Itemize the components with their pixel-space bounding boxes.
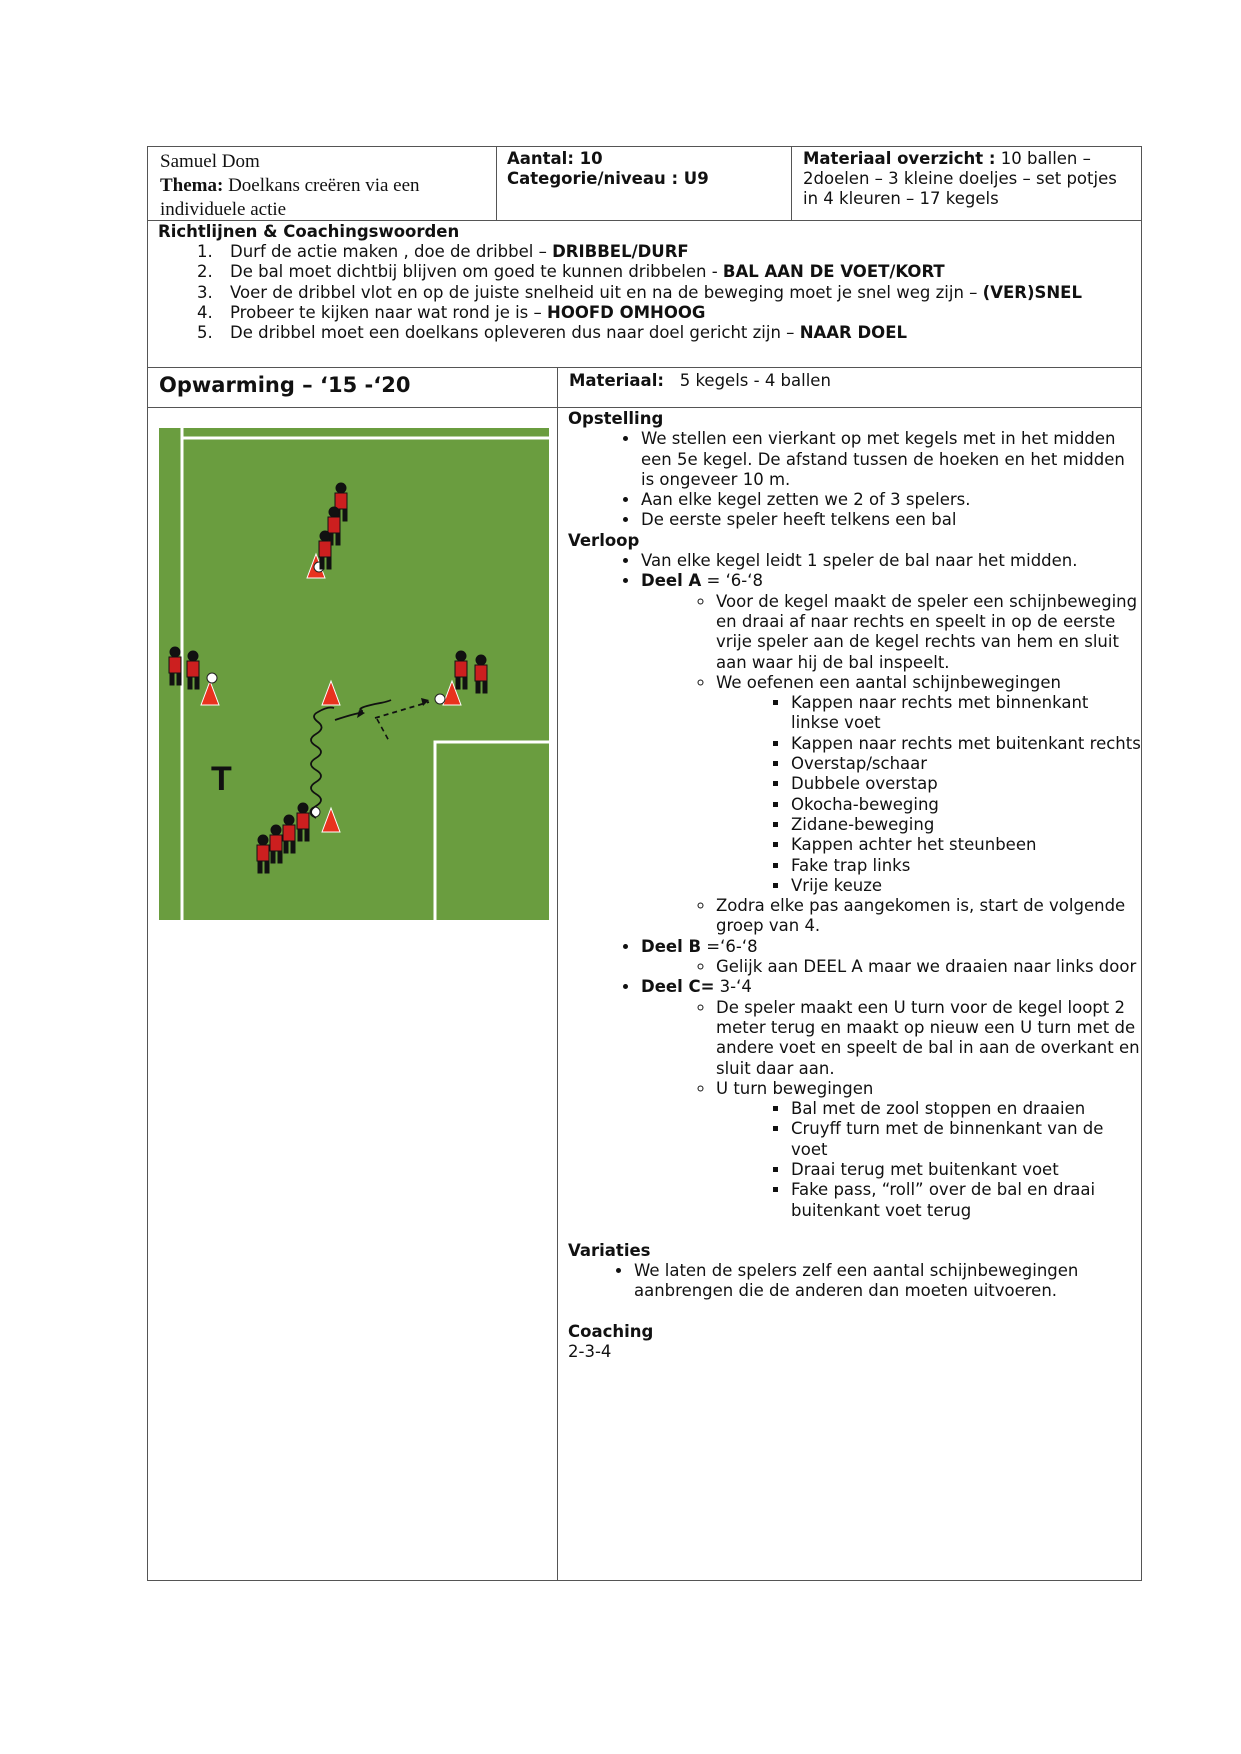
guideline-keyword: HOOFD OMHOOG	[547, 302, 706, 322]
variations-list	[558, 1261, 1141, 1302]
coaching-title: Coaching	[568, 1321, 654, 1341]
player-count: Aantal: 10	[507, 149, 603, 168]
section-title-cell	[147, 367, 558, 408]
setup-list	[558, 429, 1141, 530]
list-item: ▪ Overstap/schaar	[790, 754, 1141, 774]
variations-title: Variaties	[568, 1240, 651, 1260]
list-item: ▪ Fake pass, “roll” over de bal en draai buitenkant voet terug	[790, 1180, 1141, 1221]
guideline-item: 3. Voer de dribbel vlot en op de juiste snelheid uit en na de beweging moet je snel weg zijn – (VER)SNEL	[218, 283, 1141, 303]
part-c	[640, 977, 1141, 1221]
list-item: ◦ Gelijk aan DEEL A maar we draaien naar links door	[715, 957, 1141, 977]
pitch-diagram	[159, 428, 549, 920]
flow-title: Verloop	[568, 530, 640, 550]
guideline-item: 2. De bal moet dichtbij blijven om goed te kunnen dribbelen - BAL AAN DE VOET/KORT	[218, 262, 1141, 282]
guideline-keyword: NAAR DOEL	[799, 323, 907, 343]
section-material-label: Materiaal:	[569, 371, 664, 390]
count-cell	[496, 146, 792, 221]
feints-list	[716, 693, 1141, 896]
list-item: ▪ Vrije keuze	[790, 876, 1141, 896]
list-item: ▪ Okocha-beweging	[790, 795, 1141, 815]
pitch-field	[159, 428, 549, 920]
list-item: ▪ Cruyff turn met de binnenkant van de voet	[790, 1119, 1141, 1160]
material-overview-label: Materiaal overzicht :	[803, 149, 996, 168]
part-c-time: 3-‘4	[714, 977, 752, 997]
author-name: Samuel Dom	[160, 151, 260, 172]
part-b-label: Deel B	[641, 936, 702, 956]
coaching-value: 2-3-4	[568, 1342, 612, 1362]
list-item: ◦ Zodra elke pas aangekomen is, start de volgende groep van 4.	[715, 896, 1141, 937]
guideline-item: 5. De dribbel moet een doelkans opleveren dus naar doel gericht zijn – NAAR DOEL	[218, 323, 1141, 343]
list-item: ◦ Voor de kegel maakt de speler een schijnbeweging en draai af naar rechts en speelt in op de eerste vrije speler aan de kegel rechts van hem en sluit aan waar hij de bal inspeelt.	[715, 592, 1141, 673]
trainer-label: T	[211, 760, 232, 798]
theme-label: Thema:	[160, 175, 224, 196]
list-item: ▪ Kappen naar rechts met buitenkant rechts	[790, 734, 1141, 754]
guideline-keyword: DRIBBEL/DURF	[552, 242, 689, 261]
list-item: ▪ Bal met de zool stoppen en draaien	[790, 1099, 1141, 1119]
material-overview-value: 10 ballen – 2doelen – 3 kleine doeljes – set potjes in 4 kleuren – 17 kegels	[803, 149, 1117, 208]
list-item: ◦ We oefenen een aantal schijnbewegingen ▪ Kappen naar rechts met binnenkant linkse voet ▪ Kappen naar rechts met buitenkant rechts ▪ Overstap/schaar ▪ Dubbele overstap ▪ Okocha-beweging ▪ Zidane-beweging ▪ Kappen achter het steunbeen ▪ Fake trap links ▪ Vrije keuze	[715, 673, 1141, 896]
part-a-label: Deel A	[641, 571, 702, 591]
ball-icon	[435, 694, 445, 704]
material-overview-cell	[791, 146, 1142, 221]
section-title: Opwarming – ‘15 -‘20	[159, 373, 411, 397]
ball-icon	[207, 673, 217, 683]
list-item: ◦ De speler maakt een U turn voor de kegel loopt 2 meter terug en maakt op nieuw een U turn met de andere voet en speelt de bal in aan de overkant en sluit daar aan.	[715, 998, 1141, 1079]
part-a	[640, 571, 1141, 936]
theme-value: Doelkans creëren via een individuele actie	[160, 175, 420, 220]
author-cell	[147, 146, 497, 221]
list-item: ▪ Dubbele overstap	[790, 774, 1141, 794]
guidelines-title: Richtlijnen & Coachingswoorden	[158, 222, 460, 241]
setup-title: Opstelling	[568, 409, 664, 428]
guidelines-list	[148, 242, 1141, 343]
uturn-list	[716, 1099, 1141, 1221]
list-item: • De eerste speler heeft telkens een bal	[640, 510, 1141, 530]
guideline-item: 1. Durf de actie maken , doe de dribbel – DRIBBEL/DURF	[218, 242, 1141, 262]
category: Categorie/niveau : U9	[507, 169, 709, 188]
guideline-item: 4. Probeer te kijken naar wat rond je is – HOOFD OMHOOG	[218, 303, 1141, 323]
list-item: ◦ U turn bewegingen ▪ Bal met de zool stoppen en draaien ▪ Cruyff turn met de binnenkant van de voet ▪ Draai terug met buitenkant voet ▪ Fake pass, “roll” over de bal en draai buitenkant voet terug	[715, 1079, 1141, 1221]
diagram-cell	[147, 407, 558, 1581]
theme	[160, 174, 484, 222]
list-item: ▪ Kappen achter het steunbeen	[790, 835, 1141, 855]
list-item: • Van elke kegel leidt 1 speler de bal naar het midden.	[640, 551, 1141, 571]
part-a-time: = ‘6-‘8	[701, 571, 764, 591]
list-item: ▪ Kappen naar rechts met binnenkant linkse voet	[790, 693, 1141, 734]
part-b-time: =‘6-‘8	[701, 936, 758, 956]
guideline-keyword: BAL AAN DE VOET/KORT	[722, 262, 945, 282]
list-item: ▪ Zidane-beweging	[790, 815, 1141, 835]
section-material-value: 5 kegels - 4 ballen	[679, 371, 831, 390]
list-item: ▪ Fake trap links	[790, 856, 1141, 876]
flow-list	[558, 551, 1141, 1221]
list-item: ▪ Draai terug met buitenkant voet	[790, 1160, 1141, 1180]
section-material-cell	[557, 367, 1142, 408]
part-b	[640, 937, 1141, 978]
list-item: • Aan elke kegel zetten we 2 of 3 spelers.	[640, 490, 1141, 510]
part-c-label: Deel C=	[641, 977, 715, 997]
guideline-keyword: (VER)SNEL	[982, 282, 1082, 302]
list-item: • We stellen een vierkant op met kegels met in het midden een 5e kegel. De afstand tussen de hoeken en het midden is ongeveer 10 m.	[640, 429, 1141, 490]
guidelines-cell	[147, 220, 1142, 368]
content-cell	[557, 407, 1142, 1581]
list-item: • We laten de spelers zelf een aantal schijnbewegingen aanbrengen die de anderen dan moeten uitvoeren.	[633, 1261, 1141, 1302]
